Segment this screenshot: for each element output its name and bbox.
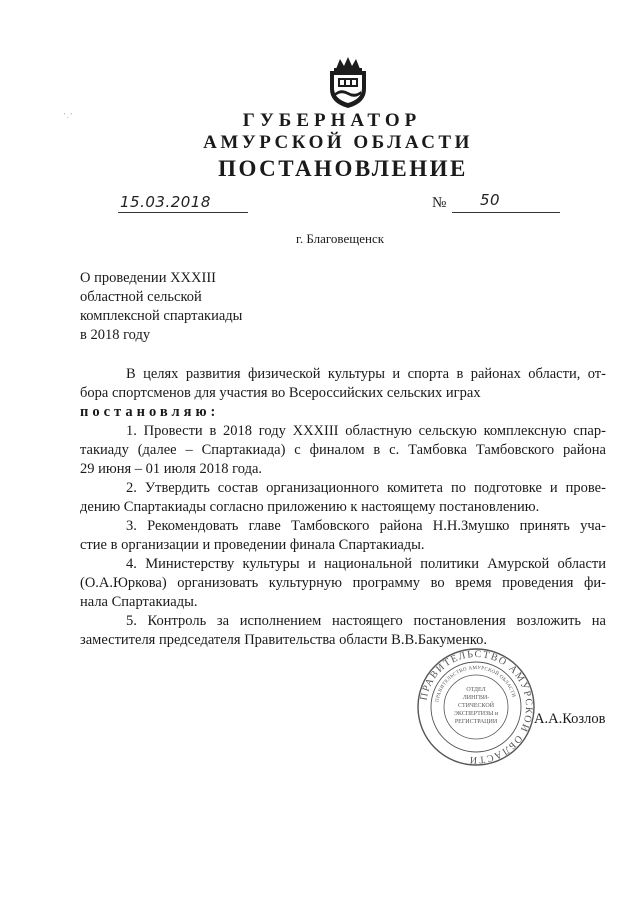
body-line: заместителя председателя Правительства области В.В.Бакуменко. <box>80 632 487 648</box>
body-line: 29 июня – 01 июля 2018 года. <box>80 461 263 477</box>
subject-line: комплексной спартакиады <box>80 308 243 324</box>
stamp-inner-text: ПРАВИТЕЛЬСТВО АМУРСКОЙ ОБЛАСТИ <box>435 665 516 703</box>
stamp-center-line: СТИЧЕСКОЙ <box>457 703 495 709</box>
header-line-2: АМУРСКОЙ ОБЛАСТИ <box>203 132 473 153</box>
body-line: 3. Рекомендовать главе Тамбовского района Н.Н.Змушко принять уча- <box>126 518 606 534</box>
document-body <box>80 365 606 650</box>
number-label: № <box>432 195 447 211</box>
header-line-1: ГУБЕРНАТОР <box>242 110 422 131</box>
stamp-center-line: ЭКСПЕРТИЗЫ и <box>453 711 499 717</box>
stamp-center-line: ЛИНГВИ- <box>462 695 490 701</box>
handwritten-date: 15.03.2018 <box>120 193 211 211</box>
body-line: В целях развития физической культуры и спорта в районах области, от- <box>126 366 606 382</box>
subject-line: областной сельской <box>80 289 202 305</box>
body-line: 5. Контроль за исполнением настоящего постановления возложить на <box>126 613 606 629</box>
handwritten-number: 50 <box>480 191 501 209</box>
body-line: бора спортсменов для участия во Всероссийских сельских играх <box>80 385 481 401</box>
date-underline <box>118 212 248 213</box>
body-line: нала Спартакиады. <box>80 594 198 610</box>
signatory-name: А.А.Козлов <box>534 711 606 727</box>
stamp-center-line: ОТДЕЛ <box>466 687 486 693</box>
body-line: 1. Провести в 2018 году XXXIII областную сельскую комплексную спар- <box>126 423 606 439</box>
document-type-title: ПОСТАНОВЛЕНИЕ <box>218 156 468 181</box>
body-line: 2. Утвердить состав организационного комитета по подготовке и прове- <box>126 480 606 496</box>
decree-keyword: постановляю: <box>80 404 220 420</box>
subject-line: О проведении XXXIII <box>80 270 216 286</box>
coat-of-arms-icon <box>326 57 370 109</box>
official-seal-icon <box>416 647 536 767</box>
margin-mark: ' . ' <box>64 112 72 120</box>
subject-block <box>80 269 330 345</box>
body-line: дению Спартакиады согласно приложению к настоящему постановлению. <box>80 499 540 515</box>
subject-line: в 2018 году <box>80 327 151 343</box>
body-line: (О.А.Юркова) организовать культурную программу во время проведения фи- <box>80 575 606 591</box>
stamp-outer-text: ПРАВИТЕЛЬСТВО АМУРСКОЙ ОБЛАСТИ <box>418 648 535 766</box>
stamp-center-line: РЕГИСТРАЦИИ <box>454 719 498 725</box>
body-line: такиаду (далее – Спартакиада) с финалом в с. Тамбовка Тамбовского района <box>80 442 606 458</box>
city-line: г. Благовещенск <box>295 231 385 246</box>
body-line: стие в организации и проведении финала Спартакиады. <box>80 537 425 553</box>
number-underline <box>452 212 560 213</box>
body-line: 4. Министерству культуры и национальной политики Амурской области <box>126 556 606 572</box>
